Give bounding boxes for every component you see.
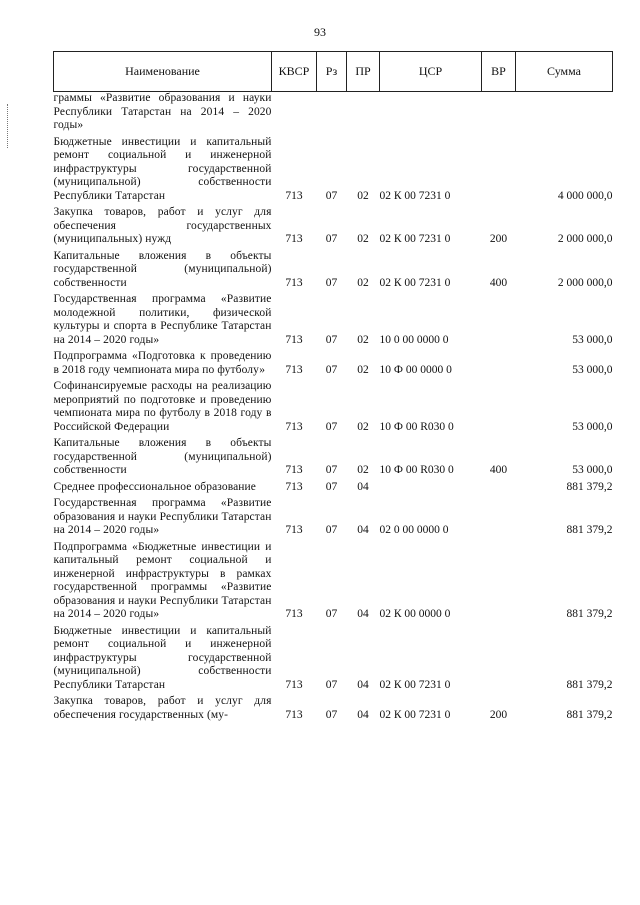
row-sum: 2 000 000,0 [557,233,613,245]
table-row [54,133,613,204]
table-row [54,347,613,377]
row-vr [482,347,516,377]
row-pr: 04 [357,678,369,691]
table-row [54,92,613,133]
row-name: Закупка товаров, работ и услуг для обеспечения государственных (муниципальных) нужд [53,206,272,245]
row-csr: 02 К 00 7231 0 [379,678,451,691]
row-vr [482,478,516,495]
row-kvsr: 713 [285,708,303,721]
table-row [54,203,613,247]
row-rz: 07 [325,678,338,691]
row-csr: 02 К 00 7231 0 [379,233,451,245]
row-rz [317,92,347,133]
row-sum: 53 000,0 [572,333,613,346]
row-vr [482,494,516,538]
row-pr: 02 [357,464,369,476]
row-pr: 02 [357,233,369,245]
table-row [54,434,613,478]
row-pr [347,92,380,133]
row-csr: 02 К 00 7231 0 [379,708,451,721]
table-row [54,478,613,495]
row-pr: 02 [357,363,369,376]
row-vr: 400 [489,276,508,289]
row-kvsr: 713 [285,480,303,493]
row-name: граммы «Развитие образования и науки Республики Татарстан на 2014 – 2020 годы» [53,92,272,131]
row-name: Подпрограмма «Подготовка к проведению в 2018 году чемпионата мира по футболу» [53,350,272,376]
row-sum [516,92,613,133]
row-kvsr [272,92,317,133]
row-name: Государственная программа «Развитие молодежной политики, физической культуры и спорта в Республике Татарстан на 2014 – 2020 годы» [53,293,272,346]
row-kvsr: 713 [285,678,303,691]
row-rz: 07 [325,420,338,433]
row-name: Государственная программа «Развитие образования и науки Республики Татарстан на 2014 – 2020 годы» [53,497,272,536]
row-pr: 02 [357,189,369,202]
row-name: Подпрограмма «Бюджетные инвестиции и капитальный ремонт социальной и инженерной инфраструктуры в рамках государственной программы «Развитие образования и науки Республики Татарстан на 2014 – 2020 годы» [53,540,272,620]
row-rz: 07 [325,363,338,376]
row-rz: 07 [325,708,338,721]
row-vr [482,377,516,434]
row-pr: 04 [357,524,369,536]
header-vr: ВР [482,52,516,92]
table-row [54,377,613,434]
row-name: Бюджетные инвестиции и капитальный ремонт социальной и инженерной инфраструктуры государственной (муниципальной) собственности Республики Татарстан [53,135,272,202]
row-csr: 10 0 00 0000 0 [379,333,449,346]
row-kvsr: 713 [285,363,303,376]
row-name: Бюджетные инвестиции и капитальный ремонт социальной и инженерной инфраструктуры государственной (муниципальной) собственности Республики Татарстан [53,624,272,691]
row-csr [380,92,482,133]
row-kvsr: 713 [285,524,303,536]
row-rz: 07 [325,464,338,476]
row-rz: 07 [325,189,338,202]
row-csr: 02 0 00 0000 0 [379,524,449,536]
row-pr: 02 [357,333,369,346]
row-kvsr: 713 [285,464,303,476]
row-name: Среднее профессиональное образование [53,480,257,493]
row-pr: 04 [357,608,369,620]
row-rz: 07 [325,333,338,346]
row-vr [482,92,516,133]
row-vr: 400 [489,464,508,476]
row-rz: 07 [325,524,338,536]
table-row [54,538,613,622]
row-vr [482,290,516,347]
row-csr: 10 Ф 00 R030 0 [379,420,454,433]
header-rz: Рз [317,52,347,92]
table-row [54,290,613,347]
row-sum: 4 000 000,0 [557,189,613,202]
row-pr: 04 [357,480,369,493]
row-vr: 200 [489,233,508,245]
table-row [54,622,613,693]
row-csr: 02 К 00 7231 0 [379,189,451,202]
row-csr: 10 Ф 00 0000 0 [379,363,452,376]
row-sum: 53 000,0 [572,420,613,433]
row-pr: 04 [357,708,369,721]
table-row [54,494,613,538]
table-row [54,247,613,291]
row-sum: 53 000,0 [572,464,613,476]
row-csr: 02 К 00 7231 0 [379,276,451,289]
page-number: 93 [314,25,326,39]
row-name: Софинансируемые расходы на реализацию мероприятий по подготовке и проведению чемпионата мира по футболу в 2018 году в Российской Федерации [53,380,272,433]
row-sum: 881 379,2 [566,608,613,620]
row-vr [482,133,516,204]
table-row [54,692,613,722]
row-kvsr: 713 [285,233,303,245]
row-name: Капитальные вложения в объекты государственной (муниципальной) собственности [53,437,272,476]
row-sum: 881 379,2 [566,678,613,691]
row-sum: 2 000 000,0 [557,276,613,289]
row-pr: 02 [357,420,369,433]
header-sum: Сумма [516,52,613,92]
row-rz: 07 [325,276,338,289]
margin-marks [7,104,10,148]
row-sum: 881 379,2 [566,708,613,721]
row-kvsr: 713 [285,333,303,346]
row-rz: 07 [325,233,338,245]
header-pr: ПР [347,52,380,92]
row-name: Закупка товаров, работ и услуг для обеспечения государственных (му- [53,695,272,721]
header-name: Наименование [54,52,272,92]
table-header-row [54,52,613,92]
row-csr: 10 Ф 00 R030 0 [379,464,454,476]
row-vr: 200 [489,708,508,721]
row-sum: 881 379,2 [566,480,613,493]
row-csr [380,478,482,495]
row-rz: 07 [325,608,338,620]
row-pr: 02 [357,276,369,289]
row-csr: 02 К 00 0000 0 [379,608,451,620]
row-name: Капитальные вложения в объекты государственной (муниципальной) собственности [53,249,272,289]
row-kvsr: 713 [285,276,303,289]
header-kvsr: КВСР [272,52,317,92]
row-sum: 881 379,2 [566,524,613,536]
row-kvsr: 713 [285,189,303,202]
budget-table [53,51,613,722]
header-csr: ЦСР [380,52,482,92]
row-vr [482,622,516,693]
row-sum: 53 000,0 [572,363,613,376]
row-kvsr: 713 [285,420,303,433]
row-kvsr: 713 [285,608,303,620]
row-rz: 07 [325,480,338,493]
row-vr [482,538,516,622]
